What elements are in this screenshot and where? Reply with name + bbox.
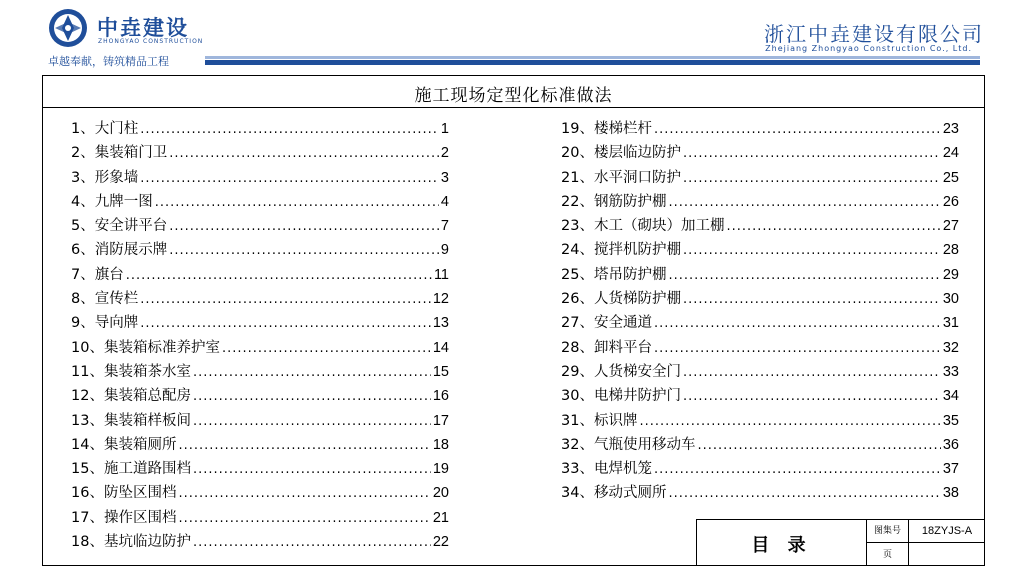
toc-item-page: 20 — [432, 485, 449, 502]
toc-item-label: 11、集装箱茶水室 — [71, 363, 191, 380]
toc-item-label: 19、楼梯栏杆 — [561, 121, 652, 137]
toc-item-page: 27 — [942, 218, 959, 235]
toc-item-label: 4、九牌一图 — [71, 193, 153, 210]
toc-item-label: 6、消防展示牌 — [71, 242, 168, 259]
toc-item-page: 9 — [440, 242, 449, 259]
toc-leader-dots — [668, 486, 940, 501]
toc-item-page: 32 — [942, 339, 959, 356]
toc-item-page: 15 — [432, 363, 449, 380]
toc-item-label: 15、施工道路围档 — [71, 461, 191, 478]
catalog-heading: 目 录 — [751, 535, 812, 556]
toc-item — [561, 311, 959, 335]
toc-leader-dots — [683, 389, 941, 404]
toc-item — [561, 238, 959, 262]
toc-item-page: 24 — [942, 145, 959, 162]
toc-leader-dots — [126, 268, 432, 283]
toc-item-label: 32、气瓶使用移动车 — [561, 436, 696, 453]
toc-item-label: 7、旗台 — [71, 266, 124, 283]
toc-item-page: 22 — [432, 534, 449, 551]
toc-item — [71, 530, 449, 554]
toc-item — [561, 117, 959, 141]
toc-leader-dots — [140, 316, 431, 331]
company-name: 浙江中垚建设有限公司 — [764, 22, 984, 46]
toc-leader-dots — [654, 122, 941, 137]
toc-item-label: 1、大门柱 — [71, 121, 139, 137]
toc-item — [71, 336, 449, 360]
toc-item-label: 24、搅拌机防护棚 — [561, 242, 681, 259]
toc-item — [71, 360, 449, 384]
toc-item-page: 37 — [942, 461, 959, 478]
toc-item-label: 25、塔吊防护棚 — [561, 266, 667, 283]
toc-left-column — [71, 117, 449, 554]
toc-item — [561, 384, 959, 408]
toc-item — [71, 287, 449, 311]
toc-leader-dots — [193, 389, 431, 404]
toc-item-page: 4 — [440, 193, 449, 210]
toc-item-label: 33、电焊机笼 — [561, 461, 652, 478]
toc-item-label: 31、标识牌 — [561, 412, 638, 429]
toc-item — [71, 384, 449, 408]
toc-item-label: 8、宣传栏 — [71, 291, 139, 308]
logo-text: 中垚建设 — [97, 16, 189, 40]
toc-item-page: 1 — [440, 121, 449, 137]
toc-item-page: 36 — [942, 436, 959, 453]
toc-leader-dots — [140, 122, 439, 137]
toc-leader-dots — [169, 146, 439, 161]
atlas-number-value: 18ZYJS-A — [909, 520, 985, 543]
toc-item — [561, 263, 959, 287]
toc-leader-dots — [222, 341, 431, 356]
toc-item-page: 29 — [942, 266, 959, 283]
toc-leader-dots — [683, 171, 941, 186]
toc-leader-dots — [169, 243, 439, 258]
toc-item-page: 12 — [432, 291, 449, 308]
toc-item — [561, 287, 959, 311]
toc-item — [71, 117, 449, 141]
header-divider — [205, 60, 980, 65]
toc-leader-dots — [654, 462, 941, 477]
toc-leader-dots — [193, 535, 431, 550]
toc-item — [71, 481, 449, 505]
toc-item-label: 13、集装箱样板间 — [71, 412, 191, 429]
toc-item — [71, 141, 449, 165]
toc-item — [561, 166, 959, 190]
toc-leader-dots — [683, 365, 941, 380]
company-logo-icon — [48, 8, 88, 48]
toc-item-page: 16 — [432, 388, 449, 405]
toc-item-page: 2 — [440, 145, 449, 162]
toc-item — [71, 190, 449, 214]
toc-leader-dots — [726, 219, 940, 234]
toc-item-label: 21、水平洞口防护 — [561, 169, 681, 186]
toc-item — [71, 311, 449, 335]
slogan: 卓越奉献，铸筑精品工程 — [48, 55, 169, 68]
toc-right-column — [561, 117, 959, 506]
company-name-en: Zhejiang Zhongyao Construction Co., Ltd. — [765, 44, 972, 53]
toc-item-label: 2、集装箱门卫 — [71, 145, 168, 162]
logo-subtext: ZHONGYAO CONSTRUCTION — [98, 38, 204, 45]
toc-item-label: 16、防坠区围档 — [71, 485, 177, 502]
toc-leader-dots — [654, 341, 941, 356]
toc-leader-dots — [140, 171, 439, 186]
toc-item-label: 28、卸料平台 — [561, 339, 652, 356]
toc-item-page: 21 — [432, 509, 449, 526]
toc-item-page: 26 — [942, 193, 959, 210]
toc-item — [561, 433, 959, 457]
toc-item-label: 34、移动式厕所 — [561, 485, 667, 502]
toc-item-page: 31 — [942, 315, 959, 332]
toc-item-label: 22、钢筋防护棚 — [561, 193, 667, 210]
toc-item — [561, 481, 959, 505]
toc-item-page: 35 — [942, 412, 959, 429]
toc-item-page: 19 — [432, 461, 449, 478]
toc-leader-dots — [668, 195, 940, 210]
toc-leader-dots — [683, 292, 941, 307]
toc-item — [71, 409, 449, 433]
title-block — [696, 519, 984, 566]
toc-item-label: 26、人货梯防护棚 — [561, 291, 681, 308]
toc-item — [561, 457, 959, 481]
header-divider-light — [205, 56, 980, 59]
toc-leader-dots — [654, 316, 941, 331]
toc-leader-dots — [178, 511, 430, 526]
toc-item-label: 9、导向牌 — [71, 315, 139, 332]
toc-item-label: 20、楼层临边防护 — [561, 145, 681, 162]
document-frame — [42, 75, 985, 566]
toc-item-label: 10、集装箱标准养护室 — [71, 339, 220, 356]
title-row — [43, 76, 984, 108]
toc-leader-dots — [697, 438, 940, 453]
toc-item-label: 17、操作区围档 — [71, 509, 177, 526]
toc-item-page: 28 — [942, 242, 959, 259]
toc-item-page: 13 — [432, 315, 449, 332]
toc-leader-dots — [178, 438, 430, 453]
atlas-number-label: 图集号 — [867, 520, 909, 543]
toc-leader-dots — [193, 414, 431, 429]
toc-item — [561, 141, 959, 165]
toc-item — [71, 214, 449, 238]
toc-item — [561, 360, 959, 384]
toc-leader-dots — [178, 486, 430, 501]
toc-item-page: 17 — [432, 412, 449, 429]
toc-leader-dots — [683, 146, 941, 161]
toc-item-page: 30 — [942, 291, 959, 308]
toc-item-label: 27、安全通道 — [561, 315, 652, 332]
toc-item-page: 11 — [433, 266, 449, 283]
toc-item-page: 33 — [942, 363, 959, 380]
toc-item-page: 7 — [440, 218, 449, 235]
toc-item — [561, 190, 959, 214]
toc-item-page: 18 — [432, 436, 449, 453]
toc-item-label: 3、形象墙 — [71, 169, 139, 186]
toc-item-label: 14、集装箱厕所 — [71, 436, 177, 453]
toc-item-label: 5、安全讲平台 — [71, 218, 168, 235]
page-label: 页 — [867, 543, 909, 566]
toc-item — [71, 506, 449, 530]
toc-item-page: 38 — [942, 485, 959, 502]
toc-item — [71, 166, 449, 190]
toc-leader-dots — [169, 219, 439, 234]
toc-leader-dots — [193, 365, 431, 380]
toc-item-label: 29、人货梯安全门 — [561, 363, 681, 380]
toc-leader-dots — [140, 292, 431, 307]
toc-item — [71, 457, 449, 481]
toc-item-label: 30、电梯井防护门 — [561, 388, 681, 405]
toc-leader-dots — [683, 243, 941, 258]
title-block-main — [697, 520, 867, 566]
toc-item-label: 12、集装箱总配房 — [71, 388, 191, 405]
toc-item — [71, 263, 449, 287]
toc-leader-dots — [193, 462, 431, 477]
toc-item-page: 25 — [942, 169, 959, 186]
toc-item — [71, 238, 449, 262]
toc-leader-dots — [639, 414, 940, 429]
toc-leader-dots — [668, 268, 940, 283]
toc-item-page: 23 — [942, 121, 959, 137]
toc-leader-dots — [155, 195, 439, 210]
toc-item — [561, 409, 959, 433]
document-title: 施工现场定型化标准做法 — [414, 86, 613, 106]
toc-item — [561, 336, 959, 360]
toc-item-page: 3 — [440, 169, 449, 186]
toc-item-page: 34 — [942, 388, 959, 405]
toc-item-page: 14 — [432, 339, 449, 356]
toc-item-label: 23、木工（砌块）加工棚 — [561, 218, 725, 235]
page-value — [909, 543, 985, 566]
toc-item — [71, 433, 449, 457]
toc-item-label: 18、基坑临边防护 — [71, 534, 191, 551]
toc-item — [561, 214, 959, 238]
page-header — [0, 0, 1024, 70]
